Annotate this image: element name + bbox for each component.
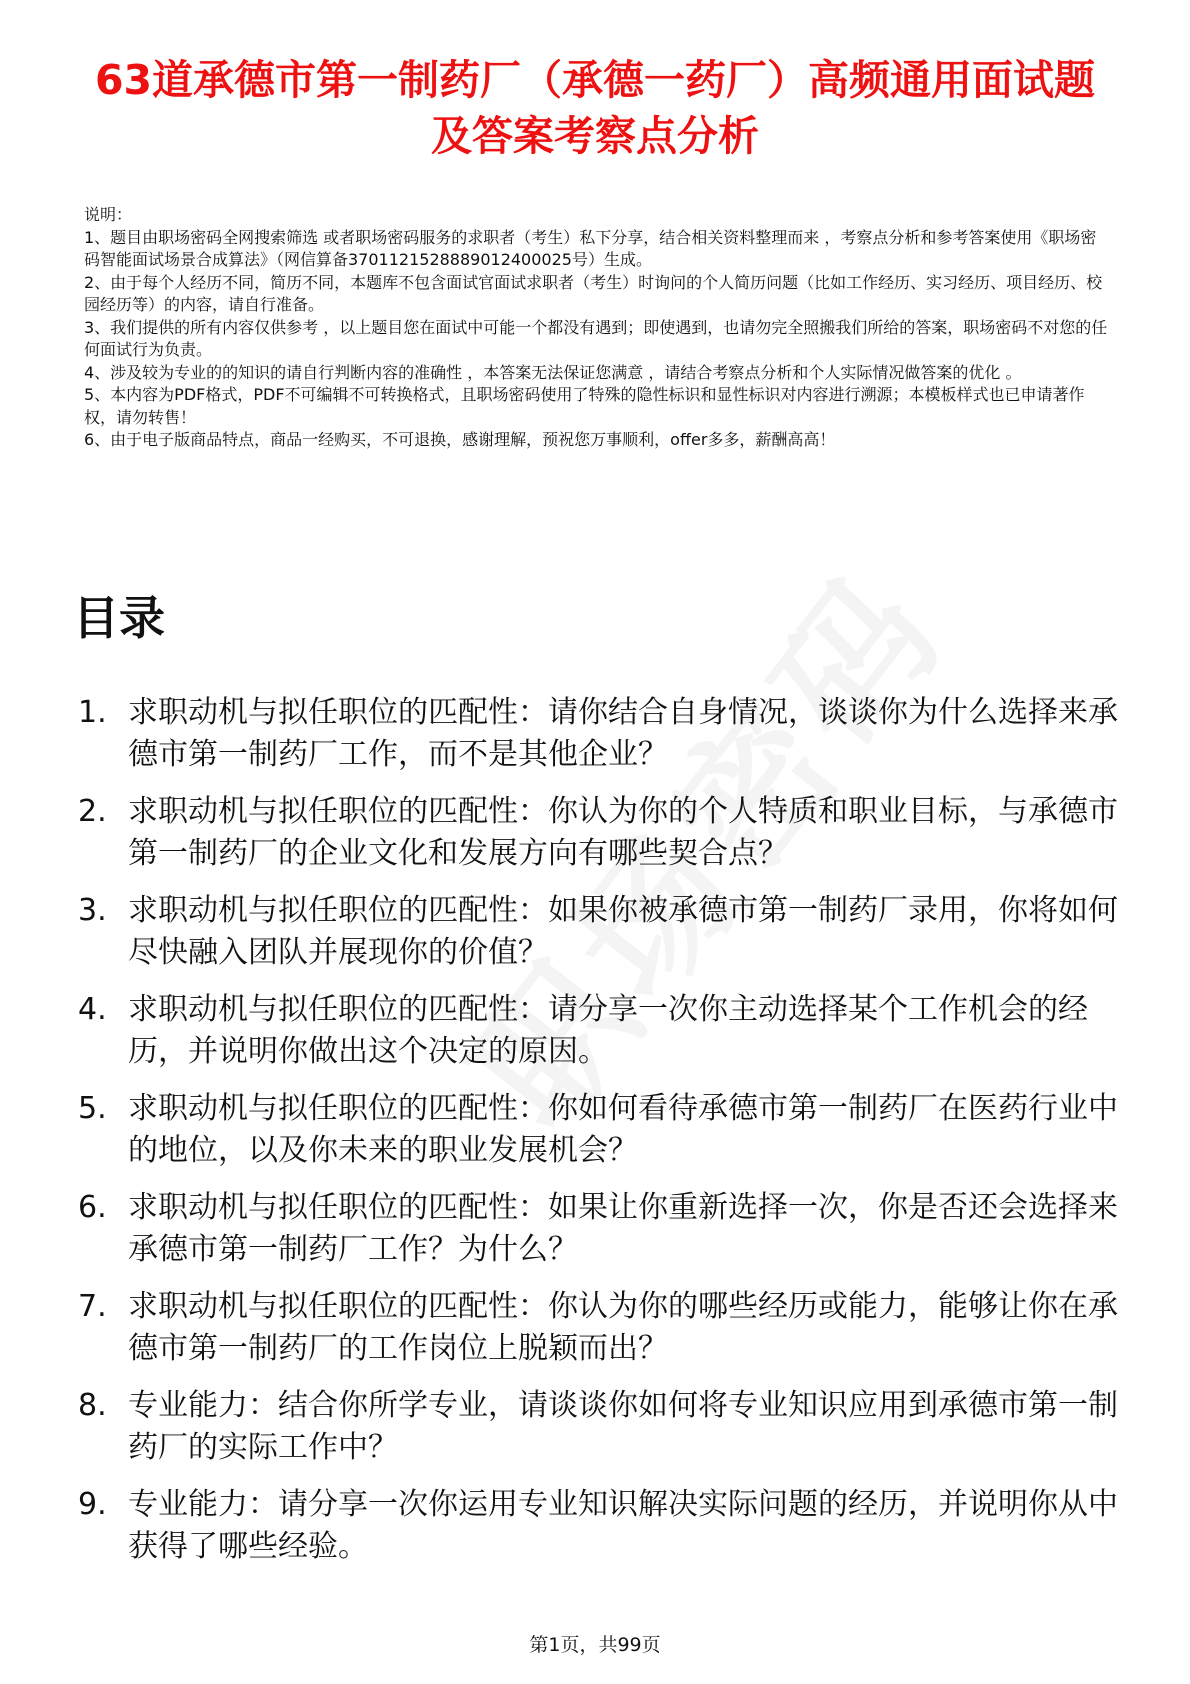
toc-item-number: 3. [78, 893, 107, 928]
note-item-1: 1、题目由职场密码全网搜索筛选 或者职场密码服务的求职者（考生）私下分享，结合相关资料整理而来 ，考察点分析和参考答案使用《职场密码智能面试场景合成算法》（网信算备3701121528889012400025号）生成。 [84, 227, 1097, 269]
toc-item-text: 求职动机与拟任职位的匹配性：你认为你的个人特质和职业目标，与承德市第一制药厂的企业文化和发展方向有哪些契合点？ [128, 794, 1118, 871]
toc-item-text: 求职动机与拟任职位的匹配性：如果你被承德市第一制药厂录用，你将如何尽快融入团队并展现你的价值？ [128, 893, 1118, 970]
toc-item-number: 2. [78, 794, 107, 829]
toc-item-9[interactable] [78, 1484, 1118, 1568]
toc-list [78, 692, 1118, 1583]
toc-item-text: 求职动机与拟任职位的匹配性：请分享一次你主动选择某个工作机会的经历，并说明你做出这个决定的原因。 [128, 992, 1088, 1069]
note-item-6: 6、由于电子版商品特点，商品一经购买，不可退换，感谢理解，预祝您万事顺利，offer多多，薪酬高高！ [84, 430, 836, 449]
toc-item-number: 4. [78, 992, 107, 1027]
toc-item-number: 1. [78, 695, 107, 730]
note-item-2: 2、由于每个人经历不同，简历不同，本题库不包含面试官面试求职者（考生）时询问的个人简历问题（比如工作经历、实习经历、项目经历、校园经历等）的内容，请自行准备。 [84, 272, 1103, 314]
note-item-3: 3、我们提供的所有内容仅供参考 ，以上题目您在面试中可能一个都没有遇到；即使遇到，也请勿完全照搬我们所给的答案，职场密码不对您的任何面试行为负责。 [84, 317, 1108, 359]
toc-item-text: 专业能力：结合你所学专业，请谈谈你如何将专业知识应用到承德市第一制药厂的实际工作中？ [128, 1388, 1118, 1465]
toc-item-number: 5. [78, 1091, 107, 1126]
toc-item-text: 求职动机与拟任职位的匹配性：你如何看待承德市第一制药厂在医药行业中的地位，以及你未来的职业发展机会？ [128, 1091, 1118, 1168]
toc-item-number: 9. [78, 1487, 107, 1522]
page-footer: 第1页，共99页 [529, 1634, 661, 1656]
toc-item-1[interactable] [78, 692, 1118, 776]
notes-section [84, 204, 1110, 452]
toc-item-5[interactable] [78, 1088, 1118, 1172]
toc-item-number: 8. [78, 1388, 107, 1423]
toc-item-number: 6. [78, 1190, 107, 1225]
note-item-4: 4、涉及较为专业的的知识的请自行判断内容的准确性 ，本答案无法保证您满意 ，请结合考察点分析和个人实际情况做答案的优化 。 [84, 362, 1022, 382]
notes-heading: 说明： [84, 205, 133, 224]
toc-item-2[interactable] [78, 791, 1118, 875]
toc-item-text: 求职动机与拟任职位的匹配性：如果让你重新选择一次，你是否还会选择来承德市第一制药厂工作？为什么？ [128, 1190, 1118, 1267]
toc-item-4[interactable] [78, 989, 1118, 1073]
toc-item-text: 求职动机与拟任职位的匹配性：请你结合自身情况，谈谈你为什么选择来承德市第一制药厂工作，而不是其他企业？ [128, 695, 1118, 772]
toc-item-text: 专业能力：请分享一次你运用专业知识解决实际问题的经历，并说明你从中获得了哪些经验。 [128, 1487, 1118, 1564]
toc-item-6[interactable] [78, 1187, 1118, 1271]
toc-item-7[interactable] [78, 1286, 1118, 1370]
toc-item-3[interactable] [78, 890, 1118, 974]
toc-item-text: 求职动机与拟任职位的匹配性：你认为你的哪些经历或能力，能够让你在承德市第一制药厂的工作岗位上脱颖而出？ [128, 1289, 1118, 1366]
toc-heading: 目录 [73, 591, 165, 645]
toc-item-number: 7. [78, 1289, 107, 1324]
toc-item-8[interactable] [78, 1385, 1118, 1469]
document-title: 63道承德市第一制药厂（承德一药厂）高频通用面试题及答案考察点分析 [94, 56, 1096, 160]
note-item-5: 5、本内容为PDF格式，PDF不可编辑不可转换格式，且职场密码使用了特殊的隐性标识和显性标识对内容进行溯源；本模板样式也已申请著作权，请勿转售！ [84, 385, 1085, 427]
